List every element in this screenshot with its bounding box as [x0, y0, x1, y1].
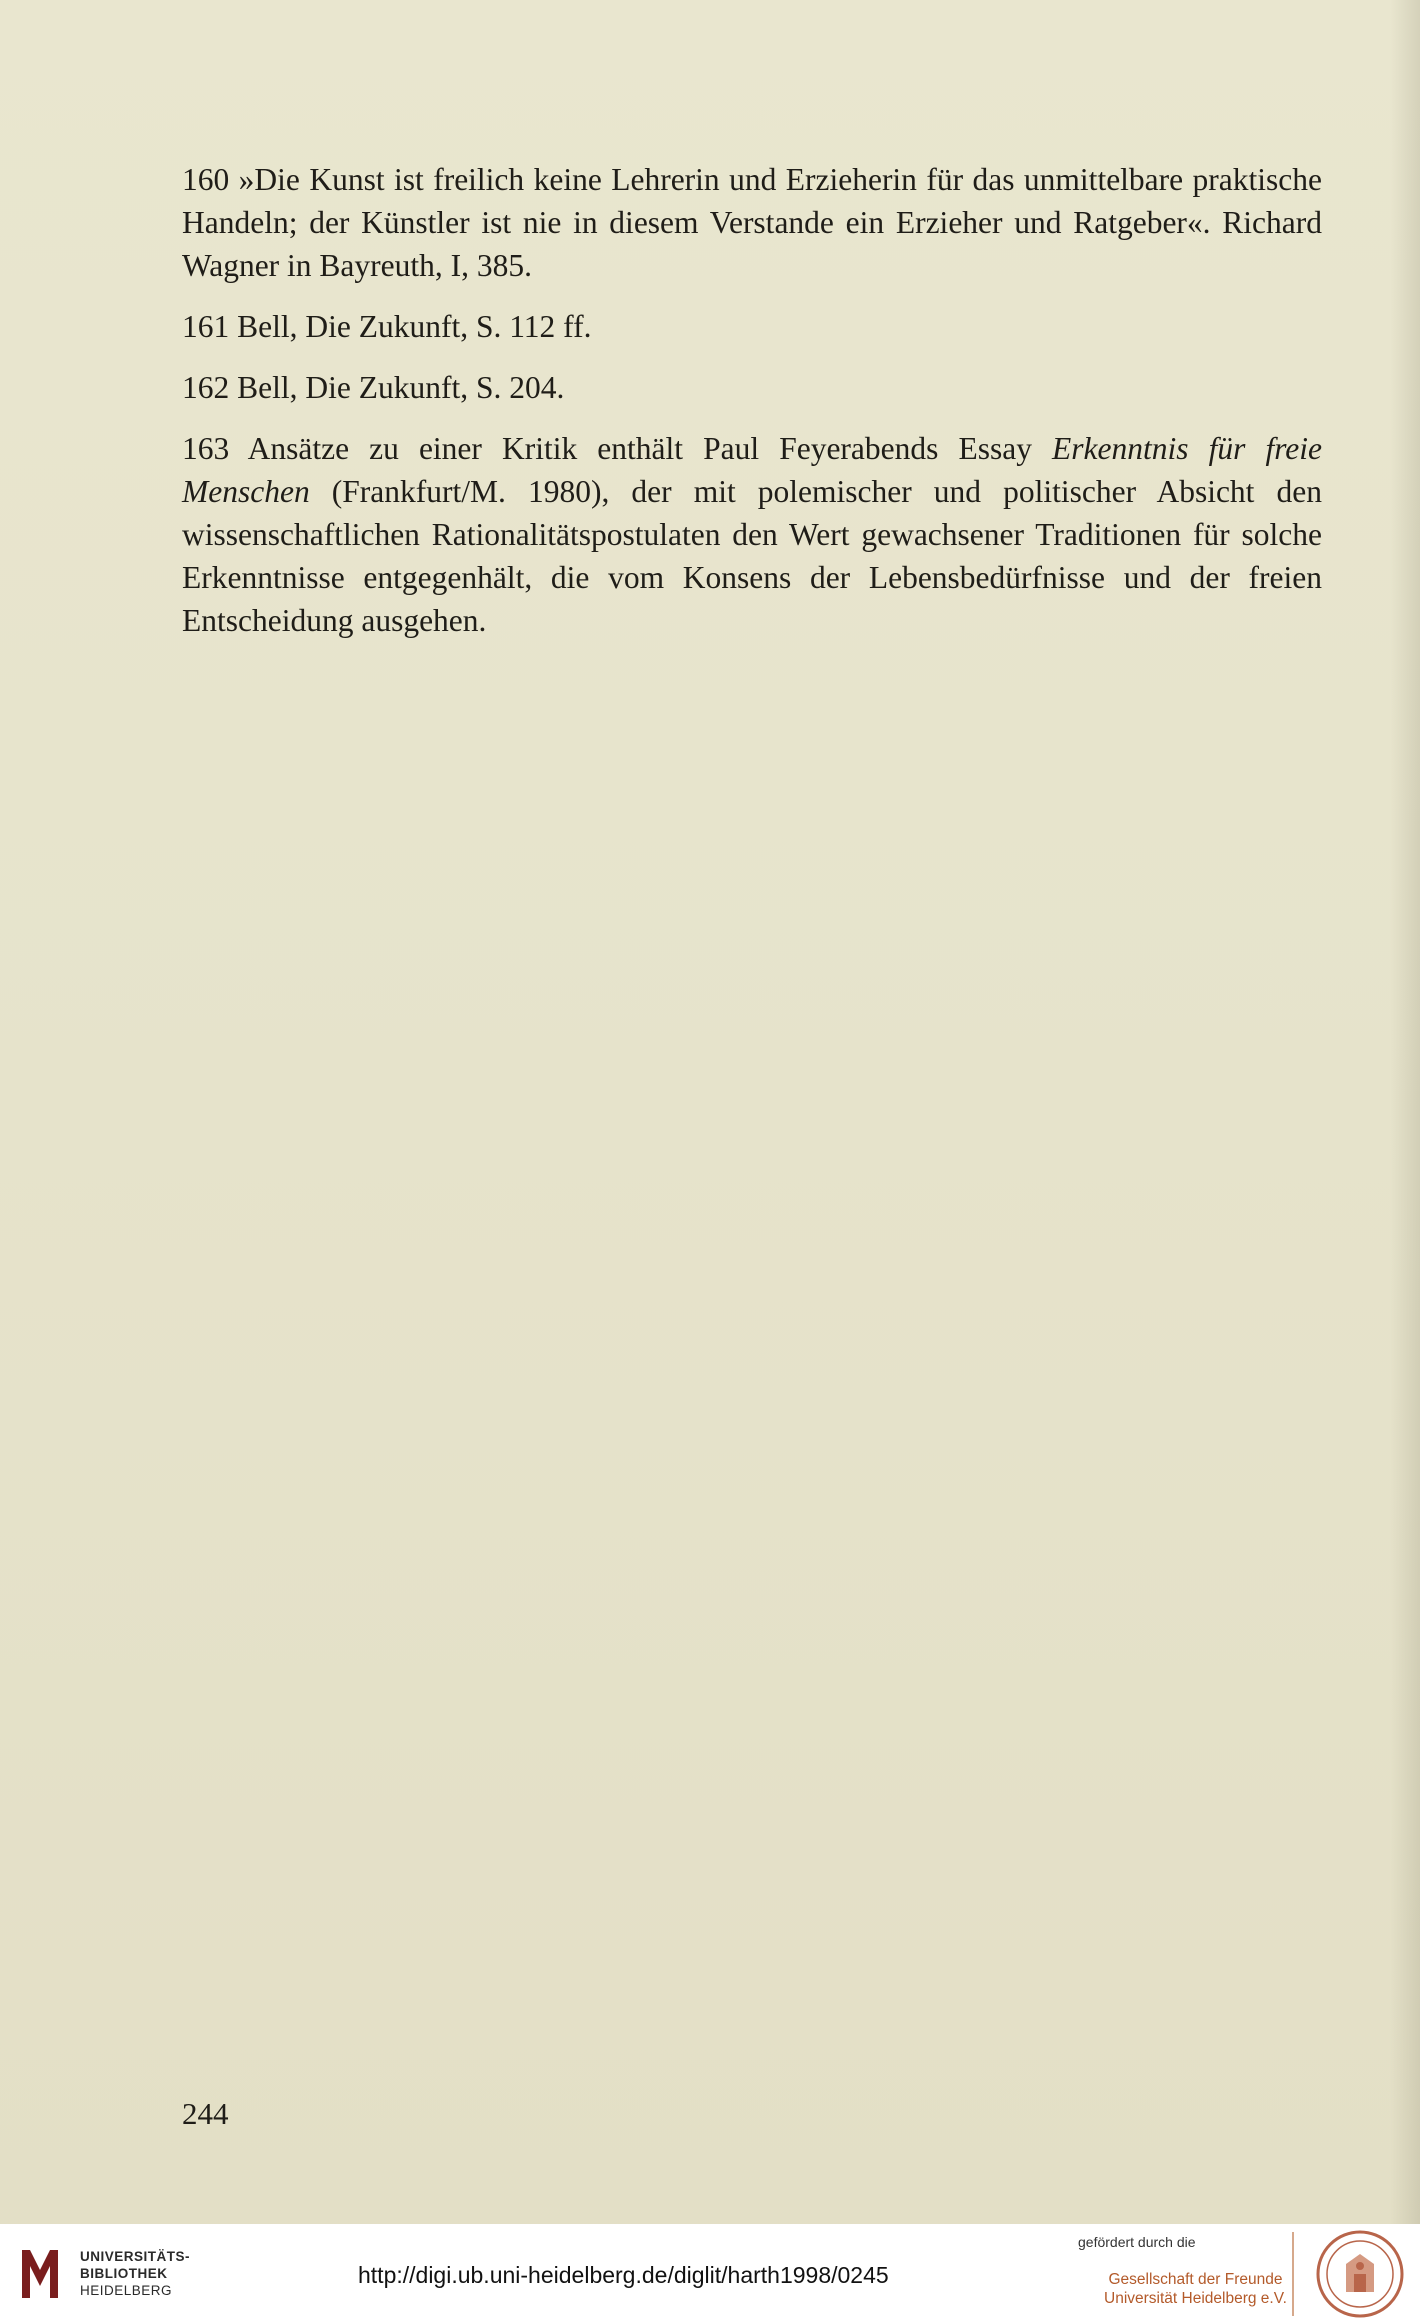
- source-url[interactable]: http://digi.ub.uni-heidelberg.de/diglit/harth1998/0245: [358, 2262, 889, 2288]
- library-logo-icon: [16, 2246, 66, 2302]
- society-name-line1: Gesellschaft der Freunde: [1108, 2271, 1283, 2288]
- society-name: [1104, 2270, 1287, 2308]
- endnote-163-rest: (Frankfurt/M. 1980), der mit polemischer und politischer Absicht den wissenschaftlichen Rationalitätspostulaten den Wert gewachsener Traditionen für solche Erkenntnisse entgegenhält, die vom Konsens der Lebensbedürfnisse und der freien Entscheidung ausgehen.: [182, 474, 1322, 638]
- digitization-footer: [0, 2224, 1420, 2322]
- endnote-161: 161 Bell, Die Zukunft, S. 112 ff.: [182, 309, 592, 344]
- funded-by-label: gefördert durch die: [1078, 2234, 1196, 2250]
- society-name-line2: Universität Heidelberg e.V.: [1104, 2290, 1287, 2307]
- endnote-162: 162 Bell, Die Zukunft, S. 204.: [182, 370, 565, 405]
- university-seal-icon: [1316, 2230, 1404, 2318]
- endnote-163-intro: 163 Ansätze zu einer Kritik enthält Paul Feyerabends Essay: [182, 431, 1053, 466]
- endnote-160: 160 »Die Kunst ist freilich keine Lehrerin und Erzieherin für das unmittelbare praktische Handeln; der Künstler ist nie in diesem Verstande ein Erzieher und Ratgeber«. Richard Wagner in Bayreuth, I, 385.: [182, 162, 1322, 283]
- footer-divider: [1292, 2232, 1294, 2316]
- endnote-163: [182, 427, 1322, 642]
- library-name: [80, 2248, 190, 2299]
- endnotes: [182, 158, 1322, 660]
- library-name-line1: UNIVERSITÄTS-: [80, 2249, 191, 2264]
- endnote-163-book-title: Erkenntnis für freie Menschen: [182, 431, 1323, 509]
- page-number: 244: [182, 2096, 229, 2131]
- library-name-line2: BIBLIOTHEK: [80, 2266, 168, 2281]
- library-name-line3: HEIDELBERG: [80, 2283, 173, 2298]
